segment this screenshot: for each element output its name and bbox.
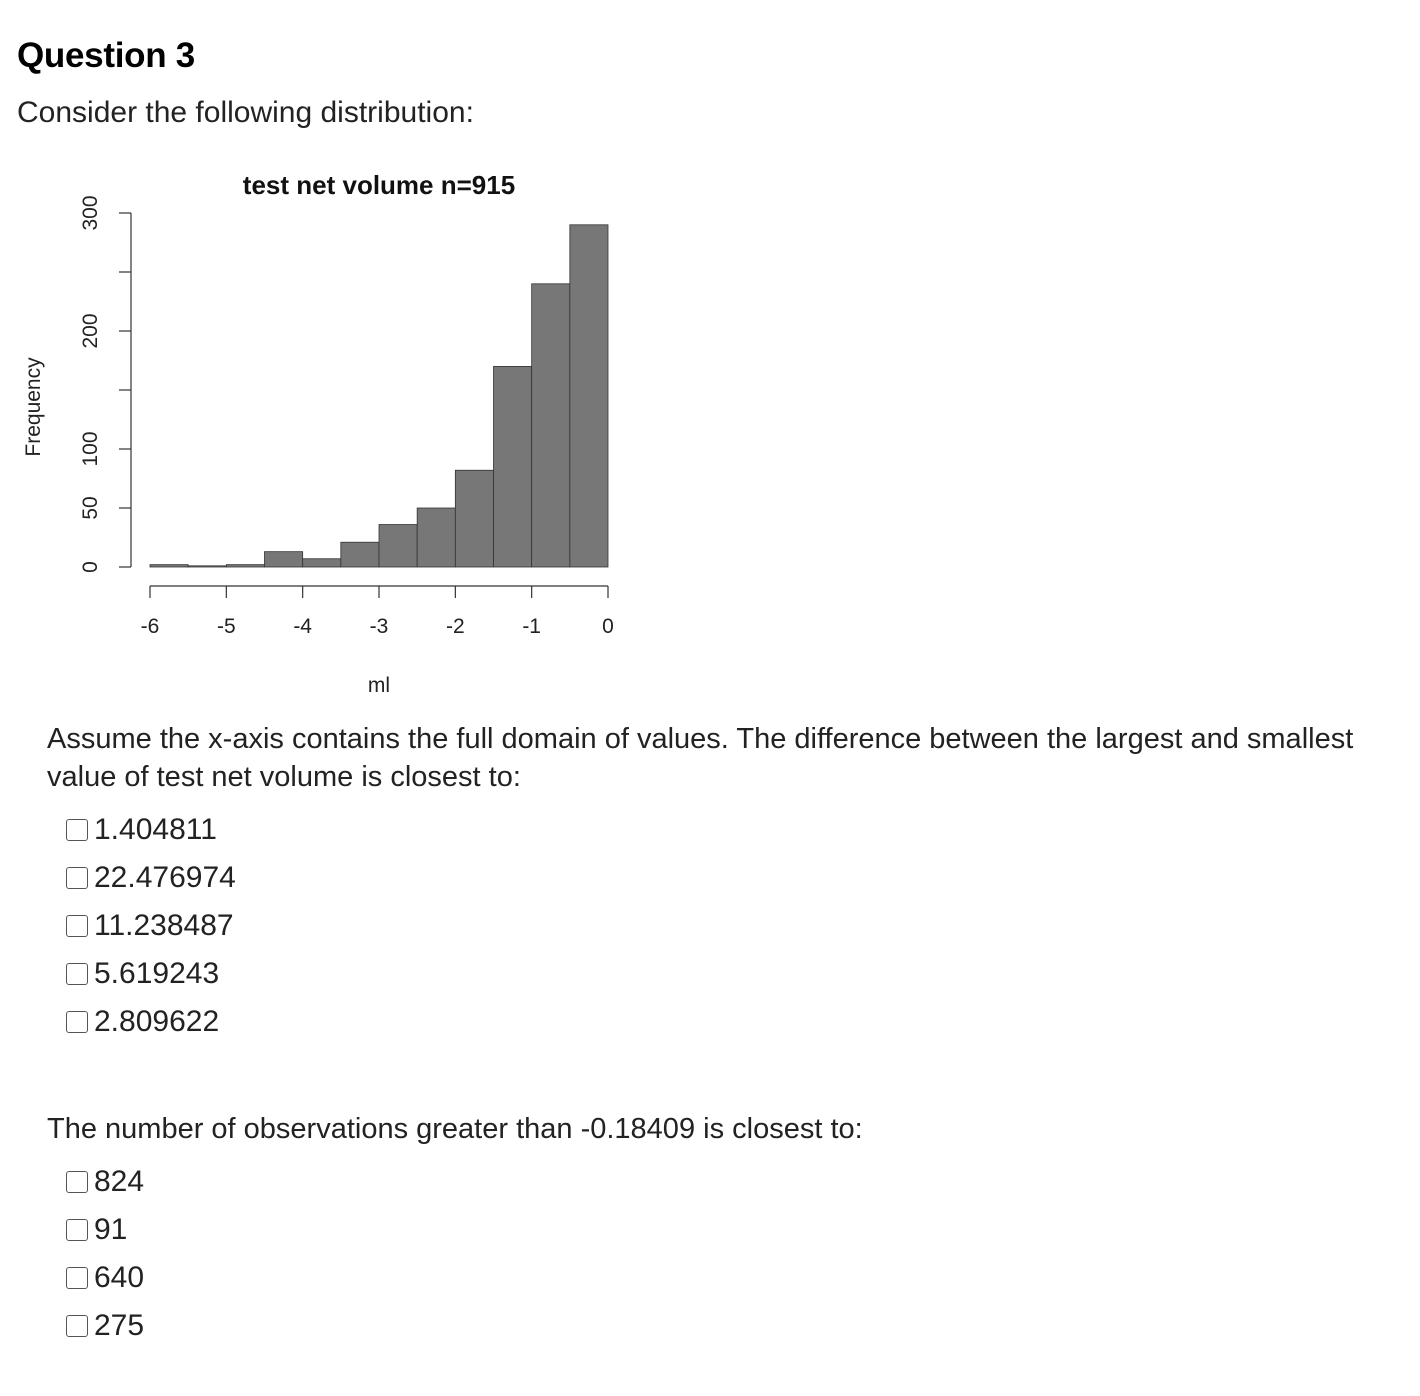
option-label: 22.476974: [94, 861, 236, 894]
option-label: 11.238487: [94, 909, 234, 942]
histogram-chart: [0, 160, 660, 705]
checkbox[interactable]: [66, 1315, 88, 1337]
option-label: 824: [94, 1165, 145, 1198]
option-label: 5.619243: [94, 957, 220, 990]
checkbox[interactable]: [66, 1219, 88, 1241]
histogram-bar: [226, 565, 264, 567]
x-tick-label: -3: [369, 615, 389, 638]
option-label: 1.404811: [94, 813, 217, 846]
checkbox[interactable]: [66, 1171, 88, 1193]
checkbox[interactable]: [66, 867, 88, 889]
histogram-bar: [303, 559, 341, 567]
y-tick-label: 100: [79, 431, 102, 467]
option-1-2[interactable]: [66, 854, 236, 902]
option-1-5[interactable]: [66, 998, 236, 1046]
y-tick-label: 300: [79, 195, 102, 231]
x-tick-label: -6: [140, 615, 160, 638]
x-tick-label: -2: [445, 615, 465, 638]
histogram-bar: [379, 525, 417, 567]
y-axis-label: Frequency: [22, 357, 45, 457]
checkbox[interactable]: [66, 963, 88, 985]
histogram-bar: [417, 508, 455, 567]
option-2-3[interactable]: [66, 1254, 144, 1302]
x-tick-label: -4: [293, 615, 313, 638]
question-prompt-1: Assume the x-axis contains the full domain of values. The difference between the largest and smallest value of test net volume is closest to:: [47, 723, 1354, 793]
option-label: 640: [94, 1261, 145, 1294]
histogram-bar: [570, 225, 608, 567]
answer-options-2: [66, 1158, 144, 1350]
question-intro: Consider the following distribution:: [17, 96, 474, 129]
chart-title: test net volume n=915: [242, 170, 516, 200]
option-1-1[interactable]: [66, 806, 236, 854]
checkbox[interactable]: [66, 1011, 88, 1033]
checkbox[interactable]: [66, 915, 88, 937]
x-tick-label: -5: [216, 615, 236, 638]
option-label: 2.809622: [94, 1005, 220, 1038]
option-1-3[interactable]: [66, 902, 236, 950]
y-tick-label: 0: [79, 561, 102, 573]
x-tick-label: -1: [522, 615, 542, 638]
histogram-bar: [532, 284, 570, 567]
histogram-bar: [188, 566, 226, 567]
option-2-2[interactable]: [66, 1206, 144, 1254]
x-axis-label: ml: [367, 674, 391, 697]
question-prompt-2: The number of observations greater than -0.18409 is closest to:: [47, 1113, 863, 1145]
checkbox[interactable]: [66, 819, 88, 841]
histogram-bar: [341, 542, 379, 567]
y-tick-label: 50: [79, 496, 102, 520]
option-label: 91: [94, 1213, 128, 1246]
histogram-bar: [265, 552, 303, 567]
answer-options-1: [66, 806, 236, 1046]
question-title: Question 3: [17, 36, 195, 75]
histogram-bar: [455, 470, 493, 567]
option-2-1[interactable]: [66, 1158, 144, 1206]
option-1-4[interactable]: [66, 950, 236, 998]
option-label: 275: [94, 1309, 145, 1342]
histogram-bar: [150, 565, 188, 567]
y-tick-label: 200: [79, 313, 102, 349]
option-2-4[interactable]: [66, 1302, 144, 1350]
histogram-bar: [494, 366, 532, 567]
x-tick-label: 0: [602, 615, 614, 638]
checkbox[interactable]: [66, 1267, 88, 1289]
